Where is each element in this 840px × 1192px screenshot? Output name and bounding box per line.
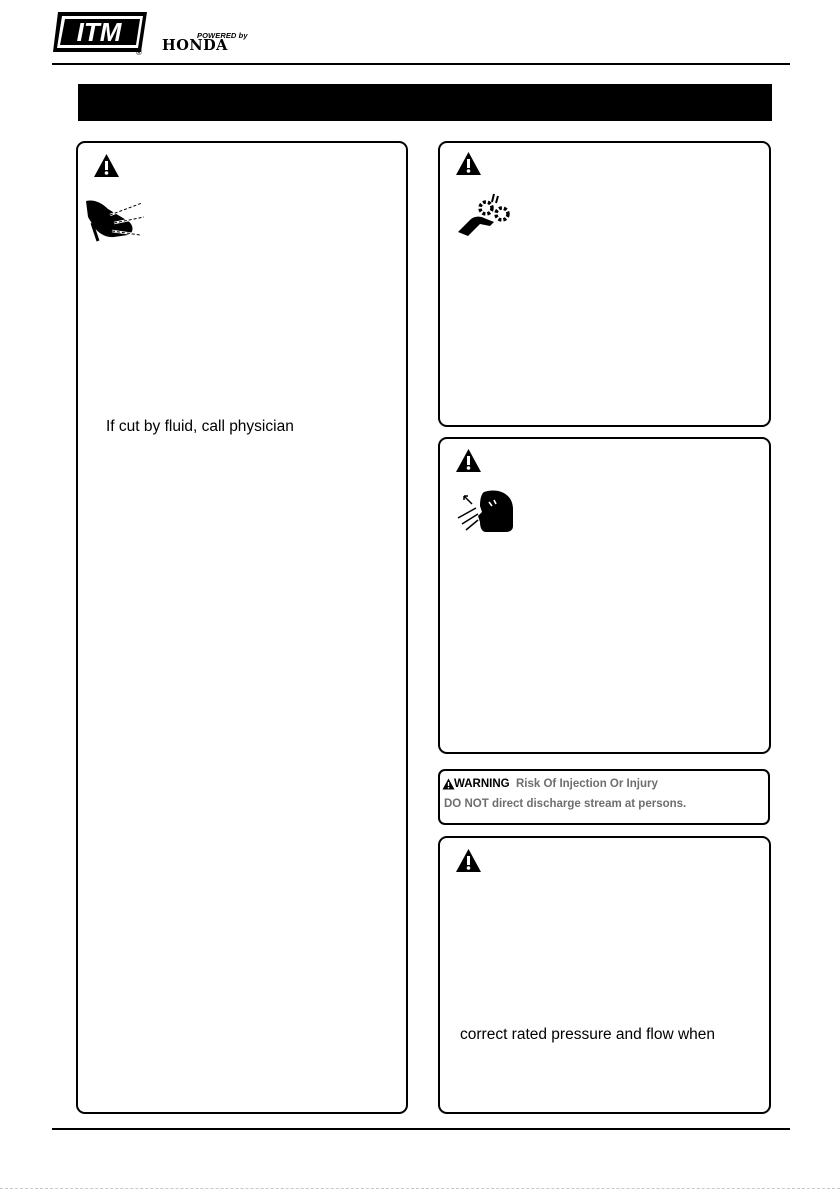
left-panel-text: If cut by fluid, call physician <box>106 418 294 435</box>
notice-risk-text: Risk Of Injection Or Injury <box>515 778 658 790</box>
footer-rule <box>52 1128 790 1130</box>
right-warning-panel-entanglement <box>438 141 771 427</box>
warning-triangle-icon <box>455 848 482 873</box>
warning-triangle-icon <box>455 151 482 176</box>
notice-instruction-emphasis: DO NOT <box>444 798 489 810</box>
pressure-panel-text: correct rated pressure and flow when <box>460 1026 716 1043</box>
hand-cut-by-fluid-icon <box>84 195 146 243</box>
notice-warning-label: WARNING <box>454 778 510 790</box>
header-rule <box>52 63 790 65</box>
notice-warning-line <box>454 778 658 790</box>
registered-mark: ® <box>136 48 142 57</box>
page-bottom-dashed-line <box>0 1188 840 1189</box>
honda-logo: HONDA <box>162 37 228 54</box>
right-warning-panel-pressure <box>438 836 771 1114</box>
warning-triangle-icon <box>455 448 482 473</box>
section-title-bar <box>78 84 772 121</box>
hand-entanglement-gears-icon <box>456 192 512 238</box>
powered-by-label: POWERED by <box>197 31 248 40</box>
itm-logo-text: ITM <box>76 17 122 47</box>
face-spray-injury-icon <box>456 488 518 536</box>
notice-instruction-line <box>444 798 686 810</box>
right-warning-panel-spray <box>438 437 771 754</box>
itm-logo <box>52 10 148 54</box>
notice-instruction-text: direct discharge stream at persons. <box>491 798 687 810</box>
warning-triangle-icon <box>93 153 120 178</box>
left-warning-panel <box>76 141 408 1114</box>
